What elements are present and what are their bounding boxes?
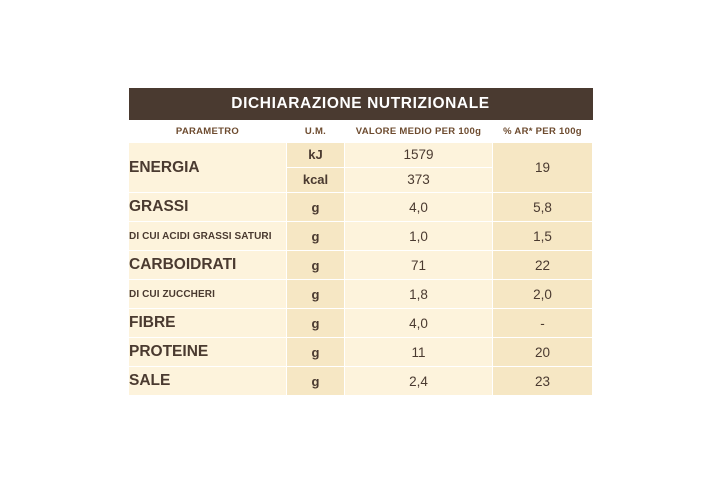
row-unit-energia-kcal: kcal bbox=[302, 172, 329, 187]
row-parameter-sale: SALE bbox=[129, 367, 287, 396]
row-parameter-proteine: PROTEINE bbox=[129, 338, 287, 367]
row-unit-energia-kj: kJ bbox=[287, 143, 344, 168]
row-value-energia-kj: 1579 bbox=[345, 143, 492, 168]
table-title-row bbox=[129, 88, 593, 120]
table-row bbox=[129, 251, 593, 280]
row-unit-fibre: g bbox=[287, 309, 345, 338]
row-ar-acidi-grassi-saturi: 1,5 bbox=[493, 222, 593, 251]
row-parameter-energia: ENERGIA bbox=[129, 143, 287, 193]
row-value-energia-kcal: 373 bbox=[407, 172, 430, 187]
row-ar-fibre: - bbox=[493, 309, 593, 338]
row-parameter-fibre: FIBRE bbox=[129, 309, 287, 338]
row-ar-grassi: 5,8 bbox=[493, 193, 593, 222]
table-header-row bbox=[129, 120, 593, 143]
row-parameter-carboidrati: CARBOIDRATI bbox=[129, 251, 287, 280]
row-value-carboidrati: 71 bbox=[345, 251, 493, 280]
table-row bbox=[129, 338, 593, 367]
row-unit-zuccheri: g bbox=[287, 280, 345, 309]
row-value-proteine: 11 bbox=[345, 338, 493, 367]
row-parameter-zuccheri: DI CUI ZUCCHERI bbox=[129, 280, 287, 309]
table-row bbox=[129, 193, 593, 222]
table-row bbox=[129, 222, 593, 251]
row-ar-carboidrati: 22 bbox=[493, 251, 593, 280]
row-parameter-acidi-grassi-saturi: DI CUI ACIDI GRASSI SATURI bbox=[129, 222, 287, 251]
column-header-value: VALORE MEDIO PER 100g bbox=[345, 120, 493, 143]
table-row bbox=[129, 143, 593, 193]
row-ar-zuccheri: 2,0 bbox=[493, 280, 593, 309]
column-header-parameter: PARAMETRO bbox=[129, 120, 287, 143]
row-parameter-grassi: GRASSI bbox=[129, 193, 287, 222]
row-value-acidi-grassi-saturi: 1,0 bbox=[345, 222, 493, 251]
table-row bbox=[129, 280, 593, 309]
column-header-unit: U.M. bbox=[287, 120, 345, 143]
table-row bbox=[129, 309, 593, 338]
row-unit-grassi: g bbox=[287, 193, 345, 222]
row-unit-proteine: g bbox=[287, 338, 345, 367]
row-unit-carboidrati: g bbox=[287, 251, 345, 280]
column-header-ar: % AR* PER 100g bbox=[493, 120, 593, 143]
row-unit-energia bbox=[287, 143, 345, 193]
row-ar-energia: 19 bbox=[493, 143, 593, 193]
row-unit-sale: g bbox=[287, 367, 345, 396]
nutrition-declaration-table bbox=[128, 88, 593, 396]
row-value-sale: 2,4 bbox=[345, 367, 493, 396]
row-unit-acidi-grassi-saturi: g bbox=[287, 222, 345, 251]
row-value-zuccheri: 1,8 bbox=[345, 280, 493, 309]
row-ar-proteine: 20 bbox=[493, 338, 593, 367]
row-value-fibre: 4,0 bbox=[345, 309, 493, 338]
table-row bbox=[129, 367, 593, 396]
row-value-grassi: 4,0 bbox=[345, 193, 493, 222]
row-ar-sale: 23 bbox=[493, 367, 593, 396]
page-title: DICHIARAZIONE NUTRIZIONALE bbox=[129, 88, 593, 120]
row-value-energia bbox=[345, 143, 493, 193]
